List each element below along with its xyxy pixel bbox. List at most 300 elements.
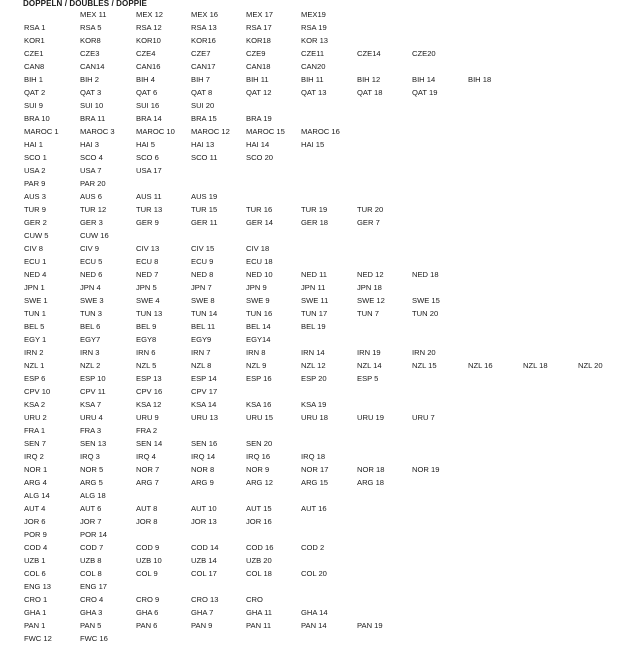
table-cell: FRA 3 [80, 426, 102, 435]
table-cell: IRQ 14 [191, 452, 216, 461]
table-cell: KOR 13 [301, 36, 329, 45]
table-cell: CZE14 [357, 49, 381, 58]
table-cell: BRA 19 [246, 114, 272, 123]
table-cell: NED 10 [246, 270, 273, 279]
table-cell: CRO 4 [80, 595, 104, 604]
table-cell: BIH 11 [246, 75, 269, 84]
table-cell: NOR 18 [357, 465, 385, 474]
table-row [0, 35, 625, 47]
table-row [0, 347, 625, 359]
table-cell: PAN 1 [24, 621, 46, 630]
table-row [0, 178, 625, 190]
table-row [0, 9, 625, 21]
table-cell: AUT 8 [136, 504, 158, 513]
table-cell: QAT 19 [412, 88, 438, 97]
table-cell: MEX 17 [246, 10, 274, 19]
table-cell: TUR 20 [357, 205, 384, 214]
table-cell: UZB 8 [80, 556, 102, 565]
table-cell: SEN 13 [80, 439, 107, 448]
table-cell: UZB 20 [246, 556, 272, 565]
table-row [0, 152, 625, 164]
page-title: DOPPELN / DOUBLES / DOPPIE [23, 0, 147, 8]
table-cell: GHA 7 [191, 608, 214, 617]
table-row [0, 516, 625, 528]
table-cell: NZL 9 [246, 361, 267, 370]
table-cell: SWE 3 [80, 296, 104, 305]
table-cell: COD 7 [80, 543, 104, 552]
table-cell: ESP 14 [191, 374, 217, 383]
table-cell: AUT 4 [24, 504, 46, 513]
table-cell: SWE 11 [301, 296, 329, 305]
table-cell: GHA 3 [80, 608, 103, 617]
table-cell: ALG 18 [80, 491, 106, 500]
table-row [0, 269, 625, 281]
table-cell: BIH 2 [80, 75, 99, 84]
table-cell: NOR 17 [301, 465, 329, 474]
table-row [0, 230, 625, 242]
table-cell: GHA 14 [301, 608, 328, 617]
table-cell: NZL 2 [80, 361, 101, 370]
table-cell: AUT 15 [246, 504, 272, 513]
table-cell: IRQ 18 [301, 452, 326, 461]
table-cell: NED 11 [301, 270, 328, 279]
table-cell: NZL 18 [523, 361, 548, 370]
table-cell: SUI 10 [80, 101, 104, 110]
table-cell: CRO [246, 595, 263, 604]
table-cell: POR 9 [24, 530, 47, 539]
table-row [0, 282, 625, 294]
table-cell: CAN14 [80, 62, 105, 71]
table-cell: AUS 11 [136, 192, 162, 201]
table-cell: SCO 20 [246, 153, 274, 162]
table-cell: BIH 14 [412, 75, 436, 84]
table-cell: COL 17 [191, 569, 217, 578]
table-cell: FWC 12 [24, 634, 52, 643]
table-cell: KOR8 [80, 36, 101, 45]
table-cell: PAN 11 [246, 621, 272, 630]
table-cell: IRQ 3 [80, 452, 100, 461]
table-cell: PAN 19 [357, 621, 383, 630]
table-row [0, 477, 625, 489]
table-cell: NED 6 [80, 270, 103, 279]
table-cell: COD 4 [24, 543, 48, 552]
table-cell: CZE9 [246, 49, 266, 58]
table-row [0, 386, 625, 398]
table-cell: MAROC 10 [136, 127, 175, 136]
table-cell: NOR 8 [191, 465, 215, 474]
table-cell: ALG 14 [24, 491, 50, 500]
table-row [0, 22, 625, 34]
table-cell: GER 18 [301, 218, 329, 227]
table-cell: CZE11 [301, 49, 325, 58]
table-cell: NOR 5 [80, 465, 104, 474]
table-cell: PAN 6 [136, 621, 158, 630]
table-cell: NZL 15 [412, 361, 437, 370]
table-cell: CIV 9 [80, 244, 99, 253]
table-cell: HAI 5 [136, 140, 155, 149]
table-cell: TUN 1 [24, 309, 46, 318]
table-row [0, 61, 625, 73]
table-cell: CZE20 [412, 49, 436, 58]
table-cell: URU 13 [191, 413, 219, 422]
table-cell: MAROC 16 [301, 127, 340, 136]
table-cell: SCO 6 [136, 153, 159, 162]
table-cell: SEN 16 [191, 439, 218, 448]
table-cell: USA 17 [136, 166, 162, 175]
table-row [0, 139, 625, 151]
table-cell: KOR1 [24, 36, 45, 45]
table-cell: ENG 13 [24, 582, 52, 591]
table-cell: BRA 15 [191, 114, 217, 123]
table-cell: ARG 12 [246, 478, 274, 487]
table-cell: MAROC 3 [80, 127, 115, 136]
table-cell: QAT 3 [80, 88, 102, 97]
table-row [0, 568, 625, 580]
table-cell: CAN17 [191, 62, 216, 71]
table-cell: NOR 9 [246, 465, 270, 474]
table-cell: HAI 13 [191, 140, 215, 149]
table-row [0, 373, 625, 385]
table-cell: GER 3 [80, 218, 103, 227]
table-cell: GHA 6 [136, 608, 159, 617]
table-cell: NED 8 [191, 270, 214, 279]
table-cell: QAT 18 [357, 88, 383, 97]
table-cell: ECU 9 [191, 257, 214, 266]
table-cell: COL 8 [80, 569, 102, 578]
table-row [0, 607, 625, 619]
table-cell: CIV 15 [191, 244, 215, 253]
table-row [0, 191, 625, 203]
table-cell: NED 12 [357, 270, 384, 279]
table-cell: CZE7 [191, 49, 211, 58]
table-cell: TUN 14 [191, 309, 218, 318]
table-row [0, 295, 625, 307]
table-row [0, 412, 625, 424]
table-cell: BIH 12 [357, 75, 381, 84]
table-cell: KSA 16 [246, 400, 272, 409]
table-cell: ECU 1 [24, 257, 47, 266]
table-cell: ECU 8 [136, 257, 159, 266]
table-cell: ARG 5 [80, 478, 103, 487]
table-row [0, 100, 625, 112]
table-row [0, 334, 625, 346]
table-cell: TUN 7 [357, 309, 379, 318]
table-cell: BIH 1 [24, 75, 43, 84]
table-cell: BEL 11 [191, 322, 216, 331]
table-cell: BEL 6 [80, 322, 101, 331]
table-cell: NZL 12 [301, 361, 326, 370]
table-cell: RSA 13 [191, 23, 217, 32]
table-cell: CAN16 [136, 62, 161, 71]
table-row [0, 256, 625, 268]
table-cell: CUW 5 [24, 231, 49, 240]
table-cell: AUT 10 [191, 504, 217, 513]
table-cell: ESP 20 [301, 374, 327, 383]
table-cell: PAN 5 [80, 621, 102, 630]
table-cell: SCO 1 [24, 153, 47, 162]
table-cell: RSA 12 [136, 23, 162, 32]
table-cell: COL 9 [136, 569, 158, 578]
table-cell: GHA 1 [24, 608, 47, 617]
table-cell: HAI 15 [301, 140, 325, 149]
table-cell: SWE 9 [246, 296, 270, 305]
table-row [0, 217, 625, 229]
table-cell: ARG 4 [24, 478, 47, 487]
table-cell: NED 7 [136, 270, 159, 279]
table-row [0, 594, 625, 606]
table-cell: JOR 8 [136, 517, 158, 526]
table-cell: IRQ 4 [136, 452, 156, 461]
table-row [0, 542, 625, 554]
table-cell: CRO 9 [136, 595, 160, 604]
table-cell: IRN 6 [136, 348, 156, 357]
table-cell: FRA 2 [136, 426, 158, 435]
table-cell: SEN 7 [24, 439, 46, 448]
table-cell: HAI 14 [246, 140, 270, 149]
table-cell: URU 9 [136, 413, 159, 422]
table-cell: FRA 1 [24, 426, 46, 435]
table-cell: CRO 13 [191, 595, 219, 604]
table-cell: NED 18 [412, 270, 439, 279]
table-cell: JOR 6 [24, 517, 46, 526]
table-cell: KOR10 [136, 36, 161, 45]
table-row [0, 425, 625, 437]
table-cell: GER 11 [191, 218, 218, 227]
table-cell: EGY14 [246, 335, 271, 344]
table-cell: RSA 19 [301, 23, 327, 32]
table-cell: IRQ 16 [246, 452, 271, 461]
table-cell: GHA 11 [246, 608, 273, 617]
table-cell: IRN 20 [412, 348, 436, 357]
table-cell: KOR16 [191, 36, 216, 45]
table-cell: BRA 14 [136, 114, 162, 123]
table-cell: AUS 19 [191, 192, 218, 201]
table-row [0, 451, 625, 463]
table-cell: UZB 1 [24, 556, 46, 565]
table-row [0, 555, 625, 567]
table-cell: QAT 13 [301, 88, 327, 97]
table-cell: MEX19 [301, 10, 326, 19]
table-cell: CUW 16 [80, 231, 109, 240]
table-row [0, 464, 625, 476]
table-cell: GER 9 [136, 218, 159, 227]
table-cell: ESP 6 [24, 374, 46, 383]
table-cell: JPN 9 [246, 283, 267, 292]
table-cell: MEX 12 [136, 10, 164, 19]
table-cell: MEX 16 [191, 10, 219, 19]
table-cell: JOR 13 [191, 517, 217, 526]
table-cell: JPN 1 [24, 283, 45, 292]
table-cell: NOR 7 [136, 465, 160, 474]
table-row [0, 204, 625, 216]
table-cell: TUR 12 [80, 205, 107, 214]
table-cell: RSA 17 [246, 23, 272, 32]
table-row [0, 308, 625, 320]
table-cell: TUR 19 [301, 205, 328, 214]
table-cell: QAT 6 [136, 88, 158, 97]
table-cell: ESP 10 [80, 374, 106, 383]
table-row [0, 126, 625, 138]
table-cell: QAT 12 [246, 88, 272, 97]
table-row [0, 165, 625, 177]
table-cell: SCO 11 [191, 153, 218, 162]
table-cell: TUN 20 [412, 309, 439, 318]
table-cell: CAN18 [246, 62, 271, 71]
table-cell: KSA 2 [24, 400, 46, 409]
table-cell: CAN8 [24, 62, 45, 71]
table-cell: SEN 20 [246, 439, 273, 448]
table-cell: MAROC 15 [246, 127, 285, 136]
table-row [0, 633, 625, 645]
table-cell: ECU 18 [246, 257, 273, 266]
table-cell: SWE 15 [412, 296, 440, 305]
table-cell: HAI 3 [80, 140, 99, 149]
table-cell: USA 2 [24, 166, 46, 175]
table-cell: AUT 16 [301, 504, 327, 513]
table-cell: CPV 17 [191, 387, 218, 396]
table-cell: GER 7 [357, 218, 380, 227]
table-cell: SUI 20 [191, 101, 215, 110]
table-row [0, 581, 625, 593]
table-cell: CZE1 [24, 49, 44, 58]
table-cell: AUS 3 [24, 192, 46, 201]
table-cell: URU 15 [246, 413, 274, 422]
table-row [0, 529, 625, 541]
table-cell: JOR 16 [246, 517, 272, 526]
table-cell: COL 20 [301, 569, 327, 578]
table-cell: SUI 16 [136, 101, 160, 110]
table-cell: SWE 8 [191, 296, 215, 305]
table-cell: IRN 8 [246, 348, 266, 357]
table-cell: NZL 5 [136, 361, 157, 370]
table-cell: COL 6 [24, 569, 46, 578]
table-row [0, 48, 625, 60]
table-cell: NZL 8 [191, 361, 212, 370]
table-cell: BIH 4 [136, 75, 155, 84]
table-cell: CPV 16 [136, 387, 163, 396]
table-cell: KOR18 [246, 36, 271, 45]
table-cell: EGY8 [136, 335, 157, 344]
table-cell: JPN 4 [80, 283, 101, 292]
table-cell: UZB 10 [136, 556, 162, 565]
table-cell: PAR 20 [80, 179, 106, 188]
table-cell: KSA 12 [136, 400, 162, 409]
table-cell: COD 9 [136, 543, 160, 552]
table-cell: IRN 14 [301, 348, 325, 357]
table-cell: NZL 1 [24, 361, 45, 370]
table-cell: EGY7 [80, 335, 101, 344]
table-cell: IRN 19 [357, 348, 381, 357]
table-cell: URU 4 [80, 413, 103, 422]
table-cell: BIH 11 [301, 75, 324, 84]
table-cell: MAROC 12 [191, 127, 230, 136]
table-row [0, 620, 625, 632]
table-cell: BIH 7 [191, 75, 210, 84]
table-cell: SEN 14 [136, 439, 163, 448]
table-row [0, 503, 625, 515]
table-cell: GER 14 [246, 218, 274, 227]
table-cell: PAN 9 [191, 621, 213, 630]
table-cell: IRQ 2 [24, 452, 44, 461]
table-cell: USA 7 [80, 166, 102, 175]
table-cell: IRN 3 [80, 348, 100, 357]
table-cell: SWE 12 [357, 296, 385, 305]
table-cell: CIV 13 [136, 244, 160, 253]
table-cell: ARG 7 [136, 478, 159, 487]
table-cell: TUR 13 [136, 205, 163, 214]
table-cell: SUI 9 [24, 101, 43, 110]
table-cell: ESP 5 [357, 374, 379, 383]
table-cell: POR 14 [80, 530, 108, 539]
table-cell: MAROC 1 [24, 127, 59, 136]
table-cell: QAT 8 [191, 88, 213, 97]
table-row [0, 87, 625, 99]
table-cell: UZB 14 [191, 556, 217, 565]
table-cell: RSA 5 [80, 23, 102, 32]
table-cell: CPV 11 [80, 387, 106, 396]
table-cell: CIV 8 [24, 244, 43, 253]
table-row [0, 321, 625, 333]
table-cell: NOR 19 [412, 465, 440, 474]
table-cell: CRO 1 [24, 595, 48, 604]
table-cell: TUR 15 [191, 205, 218, 214]
table-cell: KSA 7 [80, 400, 102, 409]
table-cell: ESP 16 [246, 374, 272, 383]
table-cell: CZE4 [136, 49, 156, 58]
table-cell: ARG 15 [301, 478, 329, 487]
table-row [0, 243, 625, 255]
table-cell: COD 2 [301, 543, 325, 552]
table-cell: BEL 5 [24, 322, 45, 331]
table-cell: KSA 14 [191, 400, 217, 409]
table-cell: GER 2 [24, 218, 47, 227]
table-cell: JPN 18 [357, 283, 382, 292]
table-cell: URU 2 [24, 413, 47, 422]
table-cell: JPN 11 [301, 283, 326, 292]
table-row [0, 490, 625, 502]
table-cell: CPV 10 [24, 387, 51, 396]
table-cell: IRN 2 [24, 348, 44, 357]
table-cell: CAN20 [301, 62, 326, 71]
table-cell: SWE 1 [24, 296, 48, 305]
table-cell: BEL 9 [136, 322, 157, 331]
table-cell: ARG 18 [357, 478, 385, 487]
table-cell: TUN 17 [301, 309, 328, 318]
table-cell: RSA 1 [24, 23, 46, 32]
table-cell: CIV 18 [246, 244, 270, 253]
table-cell: BRA 10 [24, 114, 50, 123]
table-cell: URU 18 [301, 413, 329, 422]
table-row [0, 438, 625, 450]
table-cell: TUN 3 [80, 309, 102, 318]
table-cell: TUR 16 [246, 205, 273, 214]
table-cell: TUN 13 [136, 309, 163, 318]
table-cell: URU 7 [412, 413, 435, 422]
table-cell: ARG 9 [191, 478, 214, 487]
table-cell: COD 16 [246, 543, 274, 552]
table-cell: ESP 13 [136, 374, 162, 383]
table-row [0, 360, 625, 372]
table-cell: IRN 7 [191, 348, 211, 357]
table-cell: JPN 5 [136, 283, 157, 292]
table-cell: EGY9 [191, 335, 212, 344]
table-row [0, 74, 625, 86]
table-cell: NZL 16 [468, 361, 493, 370]
table-cell: MEX 11 [80, 10, 107, 19]
table-cell: PAN 14 [301, 621, 327, 630]
table-cell: FWC 16 [80, 634, 108, 643]
table-cell: CZE3 [80, 49, 100, 58]
